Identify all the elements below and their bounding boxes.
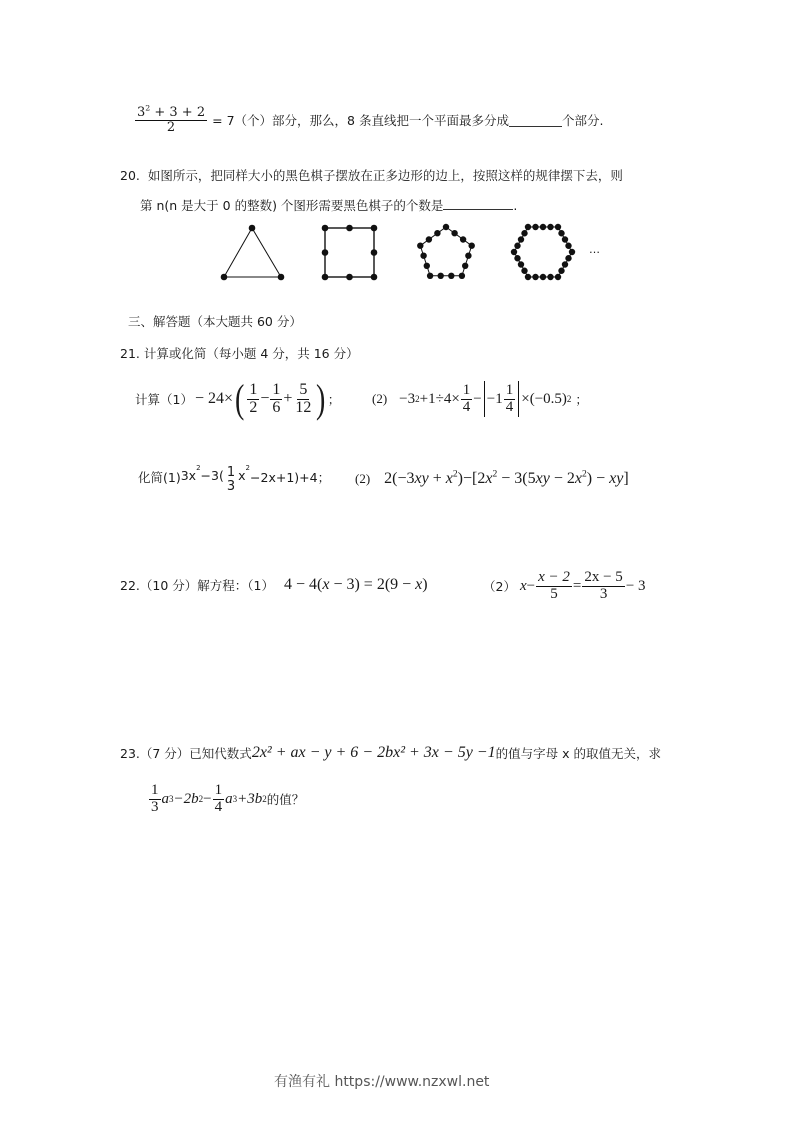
square-figure xyxy=(325,228,374,277)
triangle-dots xyxy=(221,225,285,281)
triangle-figure xyxy=(224,228,281,277)
q23-expression: 2x² + ax − y + 6 − 2bx² + 3x − 5y −1 xyxy=(251,744,496,761)
q23-line1: 23.（7 分）已知代数式 2x² + ax − y + 6 − 2bx² + 3x − 5y −1 的值与字母 x 的取值无关，求 xyxy=(120,744,661,761)
hexagon-figure xyxy=(511,224,575,280)
q21-title: 21. 计算或化简（每小题 4 分，共 16 分） xyxy=(120,346,359,361)
q20-line1: 20. 如图所示，把同样大小的黑色棋子摆放在正多边形的边上，按照这样的规律摆下去，则 xyxy=(120,168,623,183)
footer-watermark: 有渔有礼 https://www.nzxwl.net xyxy=(274,1074,490,1090)
q21-simplify2: (2) $2(-3xy + x^2)-[2x^2 - 3(5xy - 2x^2) - xy]$ xyxy=(355,468,629,487)
q19-text: = 7（个）部分，那么，8 条直线把一个平面最多分成 xyxy=(212,113,509,129)
abs-bar-left xyxy=(484,381,485,417)
q21-calc2: (2) −3 2 +1÷4× $\frac{1}{4}$ − −1 $\frac{1}{4}$ ×(−0.5) 2 ； xyxy=(372,377,588,421)
q23-line2: $\frac{1}{3}$ a 3 −2b 2 − $\frac{1}{4}$ a 3 +3b 2 的值？ xyxy=(151,781,305,815)
section3-title: 三、解答题（本大题共 60 分） xyxy=(128,314,302,329)
q20-ellipsis: … xyxy=(589,243,599,256)
q21-calc1: 计算（1） − 24× ( $\frac{1}{2}$ − $\frac{1}{6}$ + $\frac{5}{12}$ ) ； xyxy=(135,376,341,421)
q20-number: 20. xyxy=(120,168,140,183)
abs-bar-right xyxy=(518,381,519,417)
q22-equation1: 4 − 4(x − 3) = 2(9 − x) xyxy=(283,576,428,593)
q19-continuation: $\frac{3^2 + 3 + 2}{2}$ = 7（个）部分，那么，8 条直线把一个平面最多分成 个部分. xyxy=(137,103,604,135)
pentagon-figure xyxy=(417,224,475,279)
q19-fraction: $\frac{3^2 + 3 + 2}{2}$ xyxy=(137,103,206,135)
q22-line: 22.（10 分）解方程：（1） 4 − 4(x − 3) = 2(9 − x) xyxy=(120,576,428,593)
q22-equation2: （2） x − $\frac{x - 2}{5}$ = $\frac{2x - 5}{3}$ − 3 xyxy=(483,568,646,602)
q21-simplify1: 化简(1) 3x 2 −3( 1 3 x 2 −2x+1)+4； xyxy=(138,464,331,494)
q20-line2: 第 n(n 是大于 0 的整数) 个图形需要黑色棋子的个数是 . xyxy=(140,198,518,213)
q20-figures xyxy=(0,0,793,300)
square-dots xyxy=(322,225,378,281)
